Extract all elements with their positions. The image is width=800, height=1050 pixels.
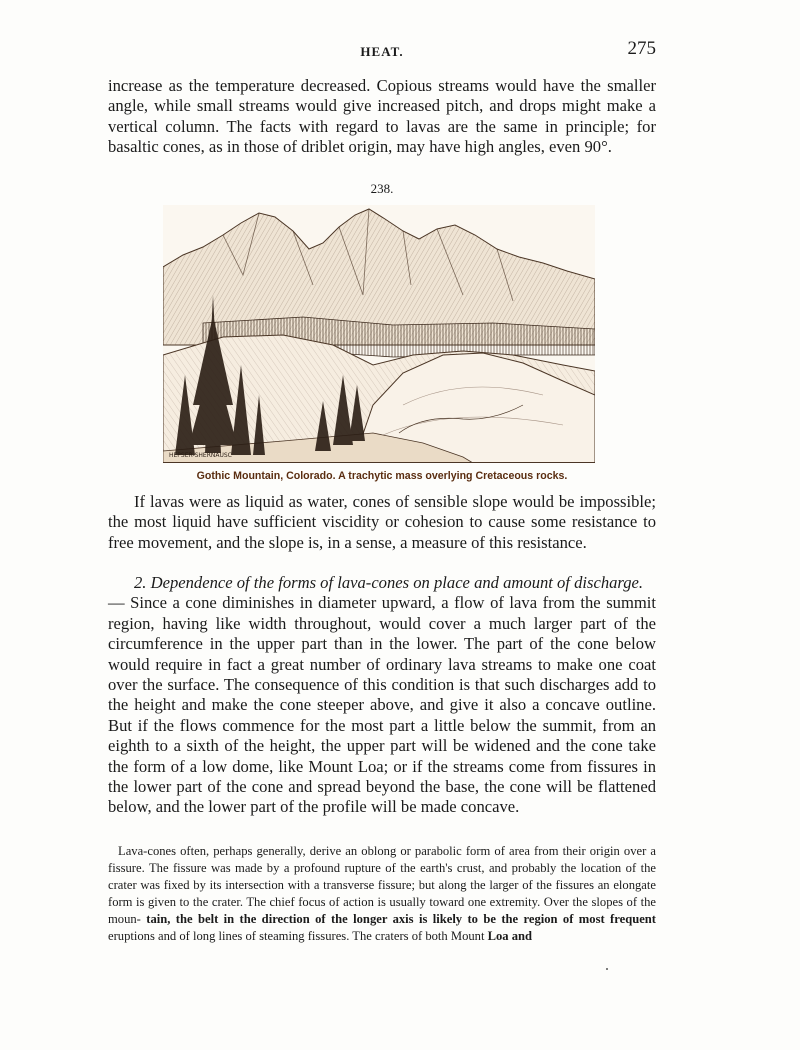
speck bbox=[606, 968, 608, 970]
engraver-signature: HEPSER-SHERNAUSC bbox=[169, 452, 232, 459]
small-print-part3: eruptions and of long lines of steaming fissures. The craters of both Mount bbox=[108, 929, 488, 944]
paragraph-lavas: If lavas were as liquid as water, cones of sensible slope would be impossible; the most liquid have sufficient viscidity or cohesion to cause some resistance to free movement, and the slope is, in a sense, a measure of this resistance. bbox=[108, 492, 656, 552]
figure-gothic-mountain bbox=[163, 205, 595, 463]
small-print-part4: Loa and bbox=[487, 929, 533, 944]
paragraph-continuation: increase as the temperature decreased. Copious streams would have the smaller angle, while small streams would give increased pitch, and drops might make a vertical column. The facts with regard to lavas are the same in principle; for basaltic cones, as in those of driblet origin, may have high angles, even 90°. bbox=[108, 76, 656, 157]
section-body: — Since a cone diminishes in diameter upward, a flow of lava from the summit region, having like width throughout, would cover a much larger part of the circumference in the upper part than in the lower. The part of the cone below would require in fact a great number of ordinary lava streams to make one coat over the surface. The consequence of this condition is that such discharges add to the height and make the cone steeper above, and give it also a concave outline. But if the flows commence for the most part a little below the summit, from an eighth to a sixth of the height, the upper part will be widened and the cone take the form of a low dome, like Mount Loa; or if the streams come from fissures in the lower part of the cone and spread beyond the base, the cone will be flattened below, and the lower part of the profile will be made concave. bbox=[108, 593, 656, 817]
small-print-paragraph bbox=[108, 843, 656, 946]
small-print-part2: tain, the belt in the direction of the longer axis is likely to be the region of most frequent bbox=[146, 912, 657, 927]
page-header bbox=[108, 38, 656, 62]
figure-caption: Gothic Mountain, Colorado. A trachytic mass overlying Cretaceous rocks. bbox=[196, 470, 568, 482]
figure-number: 238. bbox=[370, 181, 394, 196]
paragraph-dependence bbox=[108, 573, 656, 818]
page-number: 275 bbox=[627, 38, 656, 59]
running-head: HEAT. bbox=[360, 44, 404, 59]
small-print-part1: Lava-cones often, perhaps generally, derive an oblong or parabolic form of area from their origin over a fissure. The fissure was made by a profound rupture of the earth's crust, and probably the location of the crater was fixed by its intersection with a transverse fissure; but along the larger of the fissures an elongate form is given to the crater. The chief focus of action is usually toward one extremity. Over the slopes of the moun- bbox=[108, 844, 656, 927]
mountain-engraving bbox=[163, 205, 595, 463]
section-heading: 2. Dependence of the forms of lava-cones on place and amount of discharge. bbox=[134, 573, 644, 592]
